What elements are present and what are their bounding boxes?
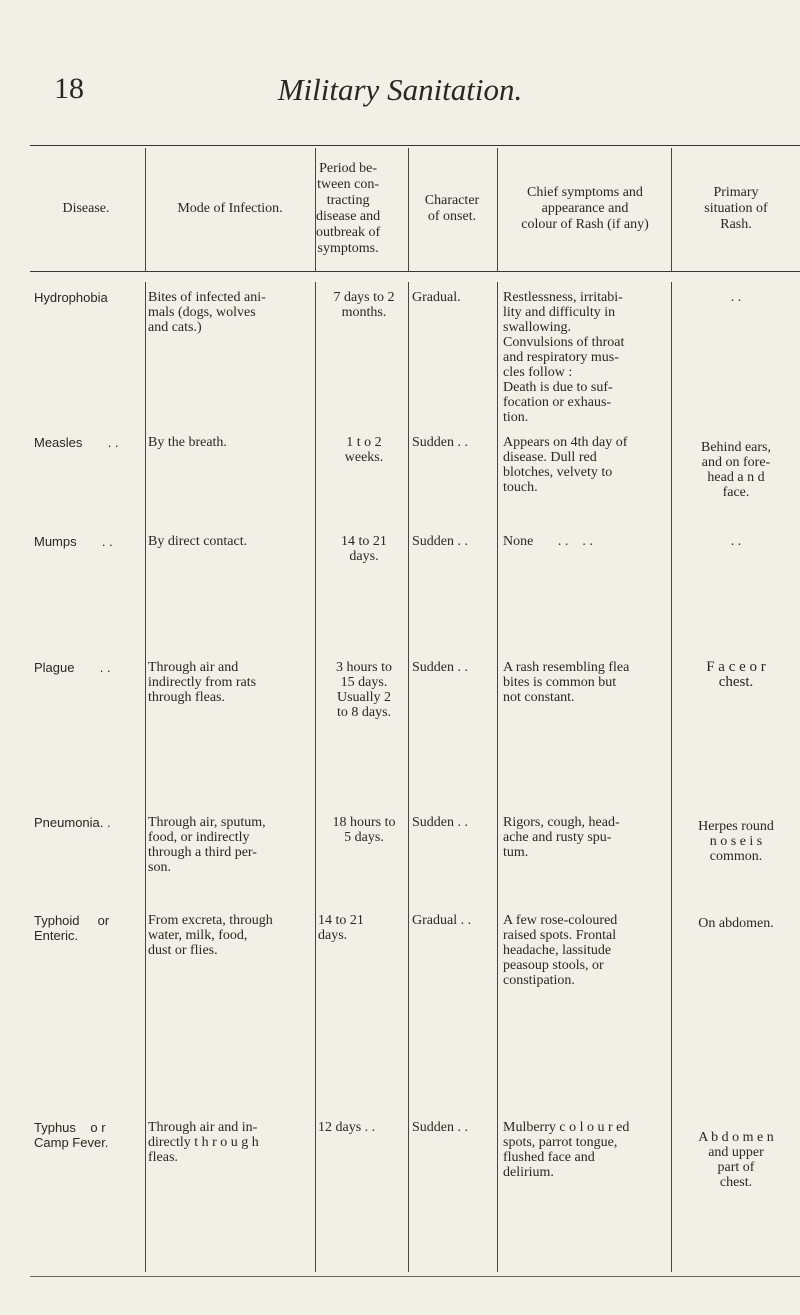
onset-character: Sudden . . <box>412 1120 468 1135</box>
onset-character: Sudden . . <box>412 815 468 830</box>
incubation-period: 3 hours to 15 days. Usually 2 to 8 days. <box>336 660 392 720</box>
incubation-period: 14 to 21 days. <box>318 913 364 943</box>
mode-of-infection: From excreta, through water, milk, food, dust or flies. <box>148 913 273 958</box>
chief-symptoms: Restlessness, irritabi- lity and difficulty in swallowing. Convulsions of throat and respiratory mus- cles follow : Death is due to suf- focation or exhaus- tion. <box>503 290 625 425</box>
mode-of-infection: By the breath. <box>148 435 227 450</box>
rash-situation: . . <box>730 290 742 305</box>
disease-name: Plague . . <box>34 660 111 675</box>
chief-symptoms: Rigors, cough, head- ache and rusty spu- tum. <box>503 815 620 860</box>
mode-of-infection: Through air, sputum, food, or indirectly through a third per- son. <box>148 815 266 875</box>
page-header <box>0 72 800 122</box>
disease-name: Measles . . <box>34 435 119 450</box>
column-divider <box>315 282 316 1272</box>
rash-situation: On abdomen. <box>698 916 774 931</box>
header-symptoms-label: Chief symptoms and appearance and colour of Rash (if any) <box>521 185 649 232</box>
disease-name: Mumps . . <box>34 534 113 549</box>
disease-name: Pneumonia. . <box>34 815 111 830</box>
header-disease <box>30 148 142 270</box>
page-number: 18 <box>54 72 84 105</box>
rash-situation: A b d o m e n and upper part of chest. <box>698 1130 774 1190</box>
rash-situation: Behind ears, and on fore- head a n d face. <box>701 440 771 500</box>
table-bottom-rule <box>30 1276 800 1277</box>
column-divider <box>408 148 409 272</box>
mode-of-infection: Through air and indirectly from rats through fleas. <box>148 660 257 705</box>
header-chief-symptoms <box>500 148 670 270</box>
chief-symptoms: None . . . . <box>503 534 593 549</box>
incubation-period: 12 days . . <box>318 1120 376 1135</box>
header-situation-label: Primary situation of Rash. <box>704 185 768 232</box>
page-title: Military Sanitation. <box>277 72 523 107</box>
column-divider <box>497 148 498 272</box>
disease-name: Typhoid or Enteric. <box>34 913 110 943</box>
incubation-period: 14 to 21 days. <box>341 534 387 564</box>
onset-character: Sudden . . <box>412 534 468 549</box>
mode-of-infection: By direct contact. <box>148 534 248 549</box>
rash-situation: . . <box>730 534 742 549</box>
disease-name: Hydrophobia <box>34 290 108 305</box>
mode-of-infection: Through air and in- directly t h r o u g h fleas. <box>148 1120 259 1165</box>
header-period-label: Period be- tween con- tracting disease and outbreak of symptoms. <box>316 161 381 256</box>
header-onset-label: Character of onset. <box>424 193 480 224</box>
column-divider <box>145 148 146 272</box>
chief-symptoms: Appears on 4th day of disease. Dull red blotches, velvety to touch. <box>503 435 628 495</box>
onset-character: Sudden . . <box>412 435 468 450</box>
rash-situation: F a c e o r chest. <box>706 659 766 690</box>
header-rash-situation <box>672 148 800 270</box>
chief-symptoms: A few rose-coloured raised spots. Frontal headache, lassitude peasoup stools, or constipation. <box>503 913 618 988</box>
onset-character: Gradual . . <box>412 913 472 928</box>
incubation-period: 7 days to 2 months. <box>333 290 395 320</box>
chief-symptoms: A rash resembling flea bites is common but not constant. <box>503 660 630 705</box>
incubation-period: 1 t o 2 weeks. <box>344 435 384 465</box>
header-mode-label: Mode of Infection. <box>177 201 283 216</box>
table-top-rule <box>30 145 800 146</box>
header-mode-of-infection <box>147 148 313 270</box>
disease-name: Typhus o r Camp Fever. <box>34 1120 109 1150</box>
header-character-of-onset <box>410 148 494 270</box>
header-disease-label: Disease. <box>62 201 110 216</box>
mode-of-infection: Bites of infected ani- mals (dogs, wolves and cats.) <box>148 290 266 335</box>
rash-situation: Herpes round n o s e i s common. <box>698 819 774 864</box>
onset-character: Gradual. <box>412 290 461 305</box>
column-divider <box>671 282 672 1272</box>
onset-character: Sudden . . <box>412 660 468 675</box>
header-incubation-period <box>316 148 406 270</box>
chief-symptoms: Mulberry c o l o u r ed spots, parrot tongue, flushed face and delirium. <box>503 1120 630 1180</box>
incubation-period: 18 hours to 5 days. <box>332 815 396 845</box>
